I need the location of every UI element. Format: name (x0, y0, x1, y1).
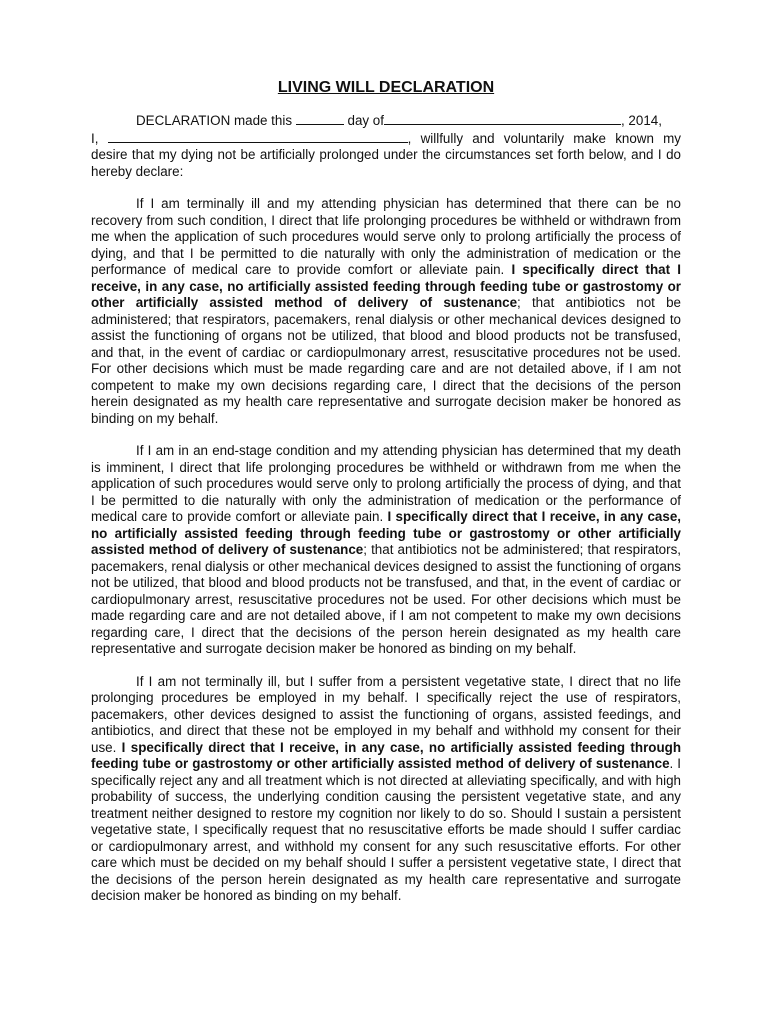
p3-bold-directive: I specifically direct that I receive, in any case, no artificially assisted feeding through feeding tube or gastrostomy or other artificially assisted method of delivery of sustenance (91, 739, 682, 771)
declaration-day-of-text: day of (347, 113, 384, 128)
p2-text-a: If I am in an end-stage condition and my attending physician has determined that my death is imminent, I direct that life prolonging procedures be withheld or withdrawn from me when the application of such procedures would serve only to prolong artificially the process of dying, and that I be permitted to die naturally with only the administration of medication or the performance of medical care to provide comfort or alleviate pain. (91, 443, 681, 524)
declarant-i-text: I, (91, 130, 99, 146)
p2-bold-directive: I specifically direct that I receive, in any case, no artificially assisted feeding through feeding tube or gastrostomy or other artificially assisted method of delivery of sustenance (91, 509, 681, 557)
declaration-made-this-text: DECLARATION made this (136, 113, 293, 128)
declarant-name-blank[interactable] (108, 130, 408, 143)
p2-text-c: ; that antibiotics not be administered; that respirators, pacemakers, renal dialysis or other mechanical devices designed to assist the functioning of organs not be utilized, that blood and blood products not be transfused, and that, in the event of cardiac or cardiopulmonary arrest, resuscitative procedures not be used. For other decisions which must be made regarding care and are not detailed above, if I am not competent to make my own decisions regarding care, I direct that the decisions of the person herein designated as my health care representative and surrogate decision maker be honored as binding on my behalf. (91, 542, 681, 656)
declaration-year-text: , 2014, (620, 113, 662, 128)
declarant-line (91, 130, 681, 181)
document-page (91, 0, 681, 918)
paragraph-terminal-illness (91, 196, 681, 427)
month-blank[interactable] (384, 112, 621, 125)
declaration-line (91, 112, 681, 130)
p3-text-c: . I specifically reject any and all treatment which is not directed at alleviating specifically, and with high probability of success, the underlying condition causing the persistent vegetative state, and any treatment neither designed to restore my cognition nor likely to do so. Should I sustain a persistent vegetative state, I specifically request that no resuscitative efforts be made should I suffer cardiac or cardiopulmonary arrest, and withhold my consent for any such resuscitative efforts. For other care which must be decided on my behalf should I suffer a persistent vegetative state, I direct that the decisions of the person herein designated as my health care representative and surrogate decision maker be honored as binding on my behalf. (91, 756, 681, 903)
p1-text-a: If I am terminally ill and my attending physician has determined that there can be no recovery from such condition, I direct that life prolonging procedures be withheld or withdrawn from me when the application of such procedures would serve only to prolong artificially the process of dying, and that I be permitted to die naturally with only the administration of medication or the performance of medical care to provide comfort or alleviate pain. (91, 196, 681, 277)
p3-text-a: If I am not terminally ill, but I suffer from a persistent vegetative state, I direct that no life prolonging procedures be employed in my behalf. I specifically reject the use of respirators, pacemakers, other devices designed to assist the functioning of organs, assisted feedings, and antibiotics, and direct that these not be employed in my behalf and withhold my consent for their use. (91, 673, 681, 755)
paragraph-vegetative-state (91, 674, 681, 905)
day-blank[interactable] (296, 112, 344, 125)
declaration-block (91, 112, 681, 180)
p1-bold-directive: I specifically direct that I receive, in any case, no artificially assisted feeding through feeding tube or gastrostomy or other artificially assisted method of delivery of sustenance (91, 262, 681, 310)
paragraph-end-stage (91, 443, 681, 658)
declaration-willfully-text: , willfully and voluntarily make known my desire that my dying not be artificially prolonged under the circumstances set forth below, and I do hereby declare: (91, 130, 681, 179)
p1-text-c: ; that antibiotics not be administered; that respirators, pacemakers, renal dialysis or other mechanical devices designed to assist the functioning of organs not be utilized, that blood and blood products not be transfused, and that, in the event of cardiac or cardiopulmonary arrest, resuscitative procedures not be used. For other decisions which must be made regarding care and are not detailed above, if I am not competent to make my own decisions regarding care, I direct that the decisions of the person herein designated as my health care representative and surrogate decision maker be honored as binding on my behalf. (91, 295, 681, 426)
document-title: LIVING WILL DECLARATION (277, 79, 495, 96)
